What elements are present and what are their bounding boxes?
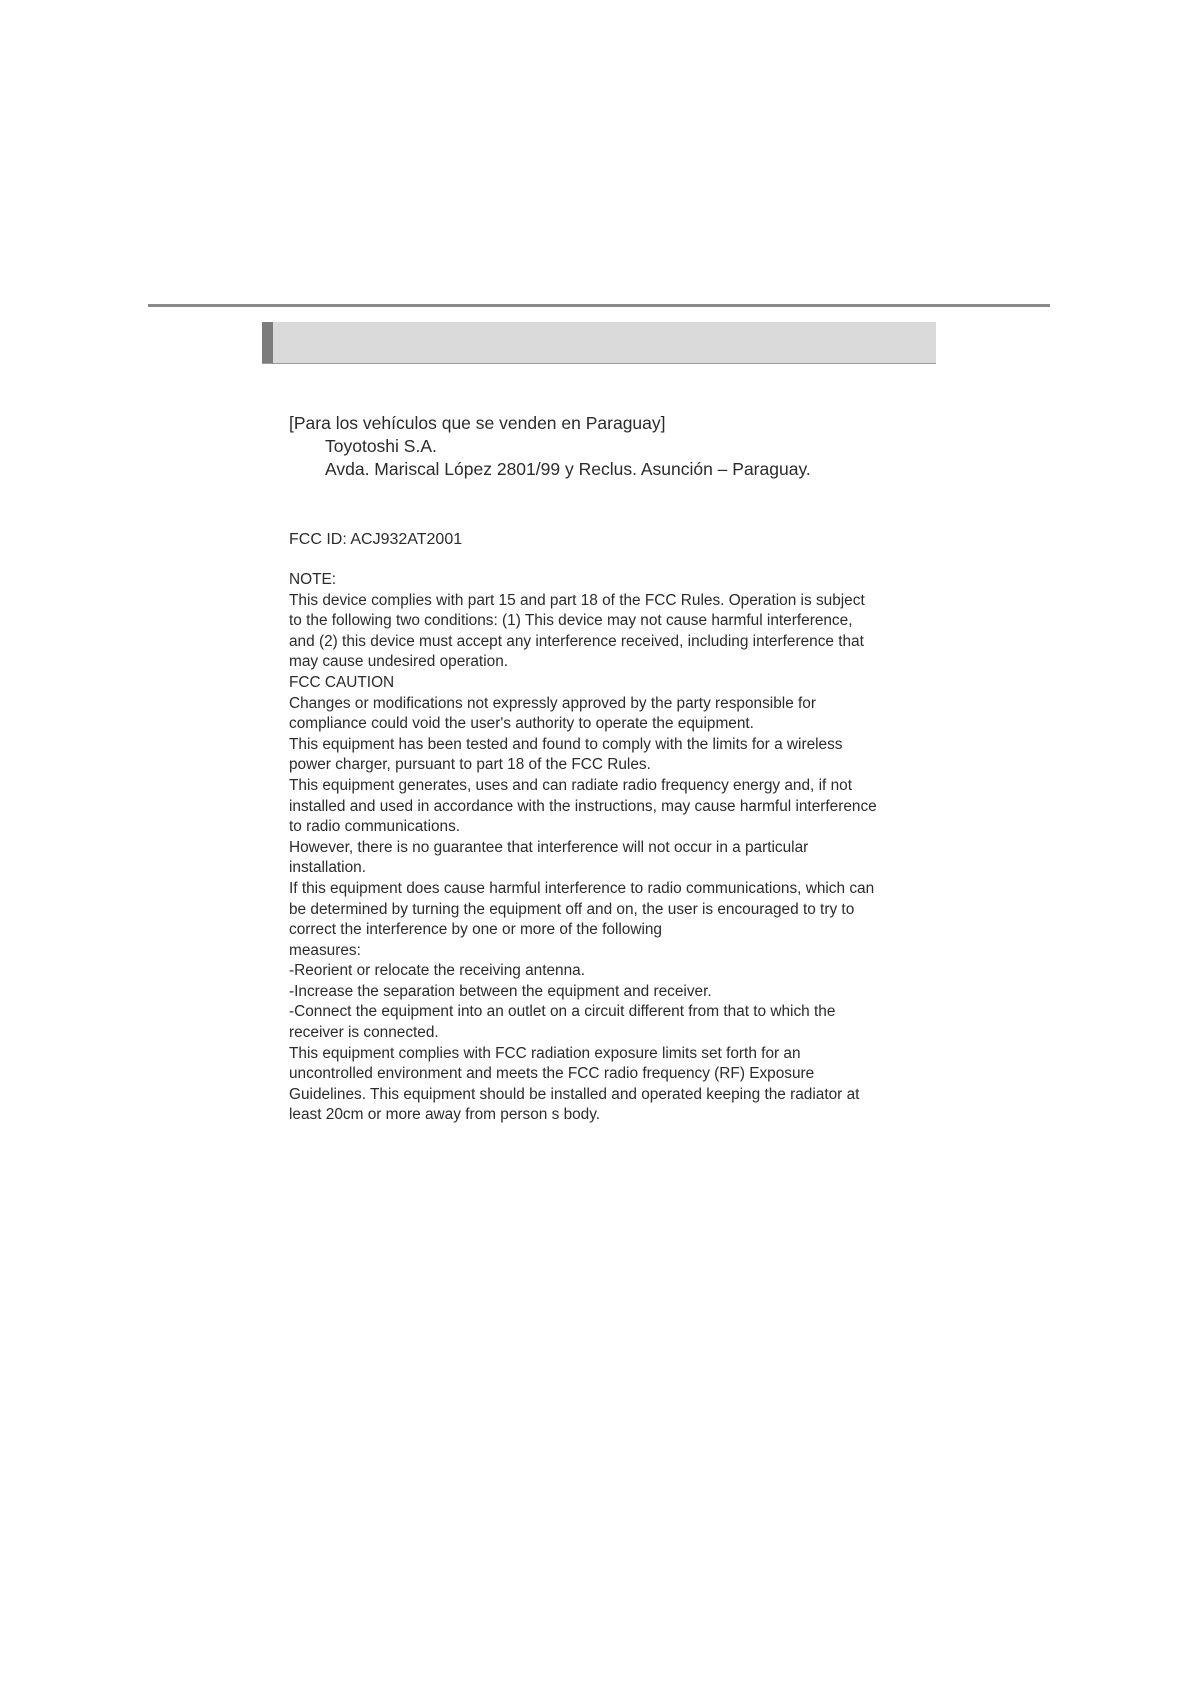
fcc-line: compliance could void the user's authority to operate the equipment.	[289, 715, 754, 733]
fcc-line: FCC CAUTION	[289, 673, 395, 691]
section-header-bar	[262, 322, 936, 364]
paraguay-header: [Para los vehículos que se venden en Paraguay]	[289, 413, 666, 433]
fcc-id: FCC ID: ACJ932AT2001	[289, 531, 463, 548]
fcc-line: -Reorient or relocate the receiving antenna.	[289, 962, 586, 980]
fcc-line: NOTE:	[289, 571, 337, 588]
fcc-line: Guidelines. This equipment should be installed and operated keeping the radiator at	[289, 1085, 860, 1103]
fcc-line: to radio communications.	[289, 818, 461, 836]
fcc-line: measures:	[289, 941, 361, 959]
fcc-line: and (2) this device must accept any interference received, including interference that	[289, 632, 864, 650]
regulatory-notice	[289, 412, 929, 1126]
fcc-line: This equipment has been tested and found to comply with the limits for a wireless	[289, 735, 843, 753]
fcc-line: to the following two conditions: (1) This device may not cause harmful interference,	[289, 612, 853, 630]
fcc-line: This device complies with part 15 and part 18 of the FCC Rules. Operation is subject	[289, 591, 865, 609]
top-rule	[148, 304, 1050, 307]
fcc-line: power charger, pursuant to part 18 of the FCC Rules.	[289, 756, 651, 774]
fcc-line: This equipment complies with FCC radiation exposure limits set forth for an	[289, 1044, 801, 1062]
fcc-line: be determined by turning the equipment off and on, the user is encouraged to try to	[289, 900, 855, 918]
importer-name: Toyotoshi S.A.	[325, 436, 437, 456]
fcc-line: Changes or modifications not expressly approved by the party responsible for	[289, 694, 816, 712]
fcc-line: installation.	[289, 859, 366, 877]
fcc-line: may cause undesired operation.	[289, 653, 509, 671]
fcc-line: receiver is connected.	[289, 1024, 439, 1042]
fcc-line: This equipment generates, uses and can radiate radio frequency energy and, if not	[289, 776, 852, 794]
fcc-statement	[289, 570, 929, 1126]
fcc-line: -Connect the equipment into an outlet on a circuit different from that to which the	[289, 1003, 836, 1021]
fcc-line: correct the interference by one or more of the following	[289, 921, 662, 939]
section-header-accent	[262, 322, 273, 363]
fcc-line: If this equipment does cause harmful interference to radio communications, which can	[289, 879, 875, 897]
fcc-line: However, there is no guarantee that interference will not occur in a particular	[289, 838, 809, 856]
fcc-line: -Increase the separation between the equipment and receiver.	[289, 982, 712, 1000]
fcc-line: least 20cm or more away from person s body.	[289, 1106, 601, 1124]
fcc-line: installed and used in accordance with the instructions, may cause harmful interference	[289, 797, 877, 815]
fcc-line: uncontrolled environment and meets the FCC radio frequency (RF) Exposure	[289, 1065, 815, 1083]
importer-address: Avda. Mariscal López 2801/99 y Reclus. Asunción – Paraguay.	[325, 459, 811, 479]
